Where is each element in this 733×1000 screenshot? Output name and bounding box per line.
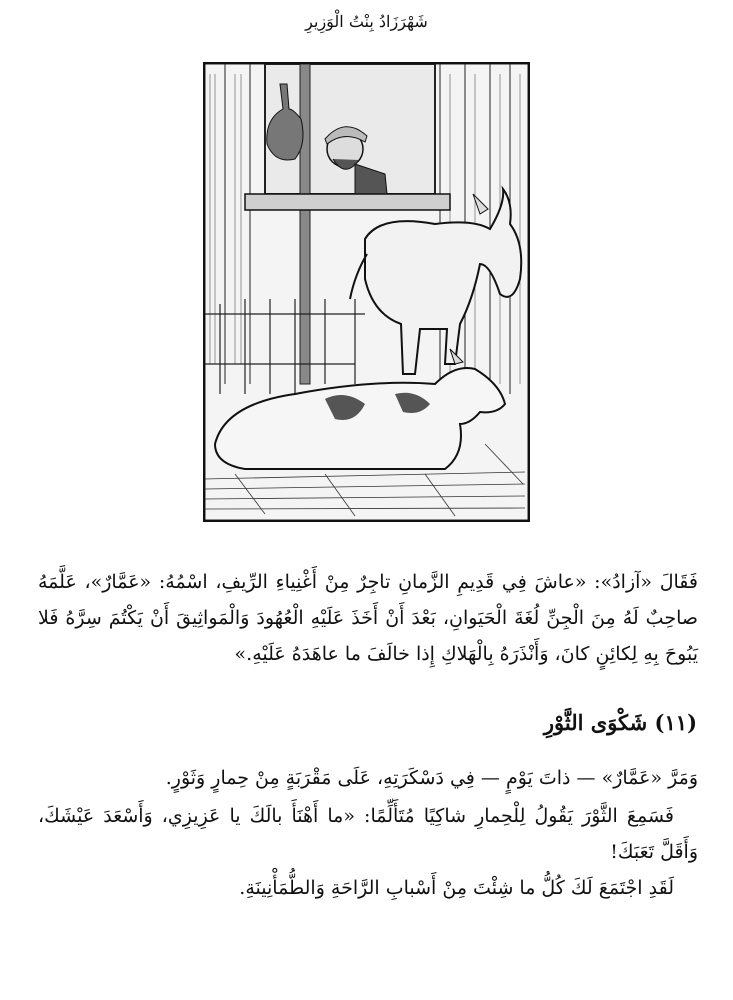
paragraph-ammar-passes: وَمَرَّ «عَمَّارٌ» — ذاتَ يَوْمٍ — فِي دَسْكَرَتِهِ، عَلَى مَقْرَبَةٍ مِنْ حِمارٍ وَثَوْرٍ.	[165, 767, 698, 789]
illustration-stable-scene	[203, 62, 530, 522]
paragraph-bull-complains: فَسَمِعَ الثَّوْرَ يَقُولُ لِلْحِمارِ شاكِيًا مُتَأَلِّمًا: «ما أَهْنَأَ بالَكَ يا عَزِيزِي، وَأَسْعَدَ عَيْشَكَ، وَأَقَلَّ تَعَبَكَ!	[38, 805, 698, 863]
section-heading: (١١) شَكْوَى الثَّوْرِ	[543, 710, 697, 735]
paragraph-intro: فَقَالَ «آزادُ»: «عاشَ فِي قَدِيمِ الزَّمانِ تاجِرٌ مِنْ أَغْنِياءِ الرِّيفِ، اسْمُهُ: «عَمَّارٌ»، عَلَّمَهُ صاحِبٌ لَهُ مِنَ الْجِنِّ لُغَةَ الْحَيَوانِ، بَعْدَ أَنْ أَخَذَ عَلَيْهِ الْعُهُودَ وَالْمَواثِيقَ أَنْ يَكْتُمَ سِرَّهُ فَلا يَبُوحَ بِهِ لِكائِنٍ كانَ، وَأَنْذَرَهُ بِالْهَلاكِ إِذا خالَفَ ما عاهَدَهُ عَلَيْهِ.»	[38, 571, 698, 665]
paragraph-comfort: لَقَدِ اجْتَمَعَ لَكَ كُلُّ ما شِئْتَ مِنْ أَسْبابِ الرَّاحَةِ وَالطُّمَأْنِينَةِ.	[239, 877, 674, 899]
running-head: شَهْرَزَادُ بِنْتُ الْوَزِيرِ	[305, 12, 428, 31]
